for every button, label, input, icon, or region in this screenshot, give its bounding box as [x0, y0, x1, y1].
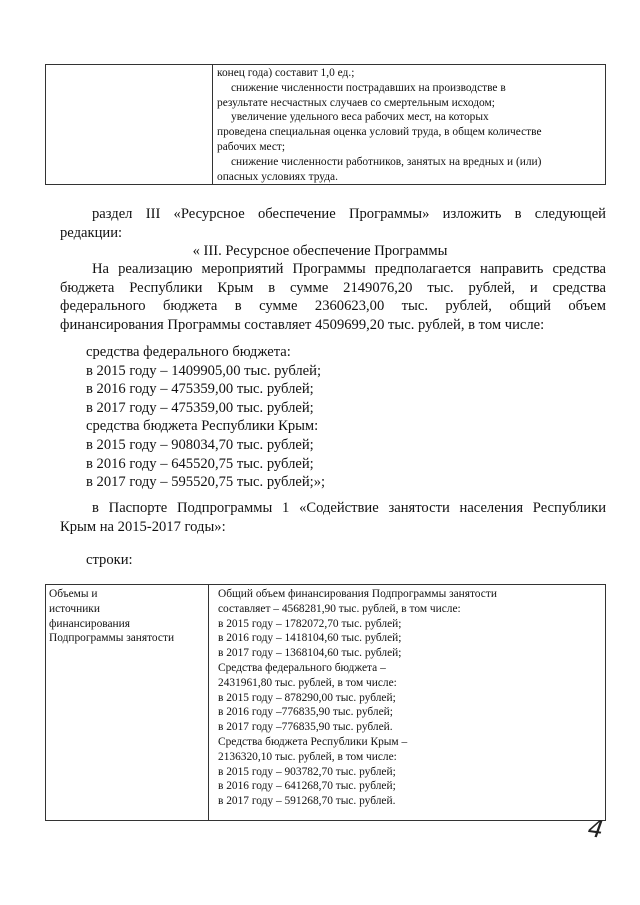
list-item: средства федерального бюджета: — [86, 344, 291, 360]
list-item: в 2017 году – 595520,75 тыс. рублей;»; — [86, 474, 326, 491]
table-line: Общий объем финансирования Подпрограммы занятости — [218, 588, 497, 600]
table-line: в 2017 году – 1368104,60 тыс. рублей; — [218, 647, 402, 660]
passport-paragraph — [60, 499, 606, 536]
text-line: раздел III «Ресурсное обеспечение Программы» изложить в следующей — [92, 206, 606, 222]
text-line: в Паспорте Подпрограммы 1 «Содействие занятости населения Республики — [92, 500, 606, 516]
table-line: Подпрограммы занятости — [49, 632, 175, 645]
table-line: 2136320,10 тыс. рублей, в том числе: — [218, 750, 397, 763]
table-line: рабочих мест; — [217, 140, 286, 153]
intro-paragraph — [60, 205, 606, 242]
table-line: в 2016 году – 641268,70 тыс. рублей; — [218, 780, 396, 793]
rows-label — [86, 551, 286, 570]
table-line: составляет – 4568281,90 тыс. рублей, в том числе: — [218, 602, 461, 615]
text-line: финансирования Программы составляет 4509699,20 тыс. рублей, в том числе: — [60, 316, 545, 333]
table-line: в 2015 году – 1782072,70 тыс. рублей; — [218, 617, 402, 630]
table-line: Объемы и — [49, 588, 98, 600]
list-item: в 2017 году – 475359,00 тыс. рублей; — [86, 399, 314, 416]
table-line: снижение численности работников, занятых на вредных и (или) — [231, 155, 542, 168]
text-line: федерального бюджета в сумме 2360623,00 тыс. рублей, общий объем — [60, 298, 606, 315]
section-heading — [0, 242, 640, 261]
text-line: редакции: — [60, 224, 123, 241]
table-line: 2431961,80 тыс. рублей, в том числе: — [218, 676, 397, 689]
table-line: Средства бюджета Республики Крым – — [218, 735, 408, 748]
table-line: в 2016 году – 1418104,60 тыс. рублей; — [218, 632, 402, 645]
section-heading-text: « III. Ресурсное обеспечение Программы — [192, 243, 448, 259]
handwritten-page-mark: 4 — [586, 814, 606, 844]
funding-list — [86, 343, 486, 492]
list-item: в 2015 году – 1409905,00 тыс. рублей; — [86, 362, 322, 379]
list-item: в 2015 году – 908034,70 тыс. рублей; — [86, 436, 314, 453]
table-line: финансирования — [49, 617, 130, 630]
table-line: в 2015 году – 878290,00 тыс. рублей; — [218, 691, 396, 704]
table-line: в 2015 году – 903782,70 тыс. рублей; — [218, 765, 396, 778]
top-table-left-cell — [46, 65, 213, 184]
text-line: бюджета Республики Крым в сумме 2149076,20 тыс. рублей, и средства — [60, 279, 606, 296]
table-line: увеличение удельного веса рабочих мест, на которых — [231, 111, 489, 124]
text-line: На реализацию мероприятий Программы предполагается направить средства — [92, 261, 606, 277]
bottom-table-right-cell — [214, 587, 605, 809]
bottom-table-left-cell — [46, 585, 209, 820]
table-line: в 2017 году –776835,90 тыс. рублей. — [218, 721, 393, 734]
table-line: в 2017 году – 591268,70 тыс. рублей. — [218, 795, 396, 808]
list-item: средства бюджета Республики Крым: — [86, 418, 319, 435]
rows-label-text: строки: — [86, 552, 133, 568]
text-line: Крым на 2015-2017 годы»: — [60, 518, 226, 535]
table-line: опасных условиях труда. — [217, 170, 338, 183]
table-line: результате несчастных случаев со смертельным исходом; — [217, 96, 495, 109]
table-line: источники — [49, 602, 100, 615]
list-item: в 2016 году – 475359,00 тыс. рублей; — [86, 381, 314, 398]
funding-paragraph — [60, 260, 606, 334]
table-line: Средства федерального бюджета – — [218, 661, 386, 674]
top-table — [45, 64, 606, 185]
bottom-table — [45, 584, 606, 821]
table-line: снижение численности пострадавших на производстве в — [231, 81, 506, 94]
table-line: конец года) составит 1,0 ед.; — [217, 67, 355, 79]
table-line: проведена специальная оценка условий труда, в общем количестве — [217, 126, 542, 139]
table-line: в 2016 году –776835,90 тыс. рублей; — [218, 706, 393, 719]
top-table-right-cell — [214, 66, 605, 184]
list-item: в 2016 году – 645520,75 тыс. рублей; — [86, 455, 314, 472]
